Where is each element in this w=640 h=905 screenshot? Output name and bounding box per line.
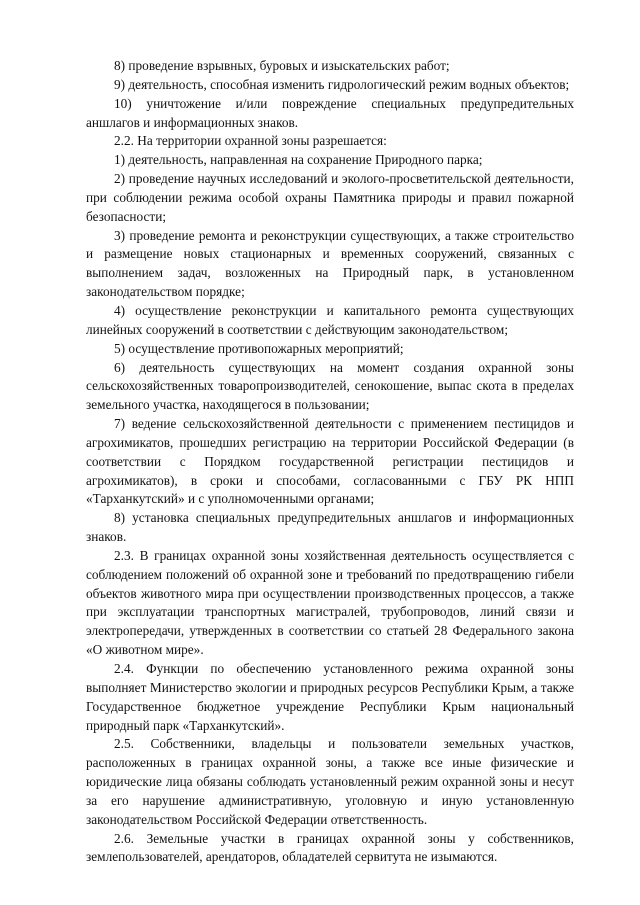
list-item-4-allowed: 4) осуществление реконструкции и капитального ремонта существующих линейных сооружений в соответствии с действующим законодательством;	[86, 302, 574, 337]
list-item-8-prohibited: 8) проведение взрывных, буровых и изыскательских работ;	[114, 58, 450, 73]
section-2-6: 2.6. Земельные участки в границах охранной зоны у собственников, землепользователей, арендаторов, обладателей сервитута не изымаются.	[86, 830, 574, 865]
list-item-8-allowed: 8) установка специальных предупредительных аншлагов и информационных знаков.	[86, 510, 574, 545]
document-body	[86, 57, 574, 867]
list-item-2-allowed: 2) проведение научных исследований и эколого-просветительской деятельности, при соблюдении режима особой охраны Памятника природы и правил пожарной безопасности;	[86, 171, 574, 224]
section-2-2-heading: 2.2. На территории охранной зоны разрешается:	[114, 133, 387, 149]
list-item-6-allowed: 6) деятельность существующих на момент создания охранной зоны сельскохозяйственных товаропроизводителей, сенокошение, выпас скота в пределах земельного участка, находящегося в пользовании;	[86, 359, 574, 413]
section-2-4: 2.4. Функции по обеспечению установленного режима охранной зоны выполняет Министерство экологии и природных ресурсов Республики Крым, а также Государственное бюджетное учреждение Республики Крым национальный природный парк «Тарханкутский».	[86, 661, 574, 733]
list-item-7-allowed: 7) ведение сельскохозяйственной деятельности с применением пестицидов и агрохимикатов, прошедших регистрацию на территории Российской Федерации (в соответствии с Порядком государственной регистрации пестицидов и агрохимикатов), в сроки и способами, согласованными с ГБУ РК НПП «Тарханкутский» и с уполномоченными органами;	[86, 416, 574, 507]
list-item-5-allowed: 5) осуществление противопожарных мероприятий;	[114, 340, 404, 356]
list-item-3-allowed: 3) проведение ремонта и реконструкции существующих, а также строительство и размещение новых стационарных и временных сооружений, связанных с выполнением задач, возложенных на Природный парк, в установленном законодательством порядке;	[86, 227, 574, 300]
section-2-3: 2.3. В границах охранной зоны хозяйственная деятельность осуществляется с соблюдением положений об охранной зоне и требований по предотвращению гибели объектов животного мира при осуществлении производственных процессов, а также при эксплуатации транспортных магистралей, трубопроводов, линий связи и электропередачи, утвержденных в соответствии со статьей 28 Федерального закона «О животном мире».	[86, 547, 574, 658]
section-2-5: 2.5. Собственники, владельцы и пользователи земельных участков, расположенных в границах охранной зоны, а также все иные физические и юридические лица обязаны соблюдать установленный режим охранной зоны и несут за его нарушение административную, уголовную и иную установленную законодательством Российской Федерации ответственность.	[86, 736, 574, 827]
list-item-10-prohibited: 10) уничтожение и/или повреждение специальных предупредительных аншлагов и информационных знаков.	[86, 95, 574, 130]
list-item-9-prohibited: 9) деятельность, способная изменить гидрологический режим водных объектов;	[114, 76, 570, 92]
list-item-1-allowed: 1) деятельность, направленная на сохранение Природного парка;	[114, 152, 483, 168]
